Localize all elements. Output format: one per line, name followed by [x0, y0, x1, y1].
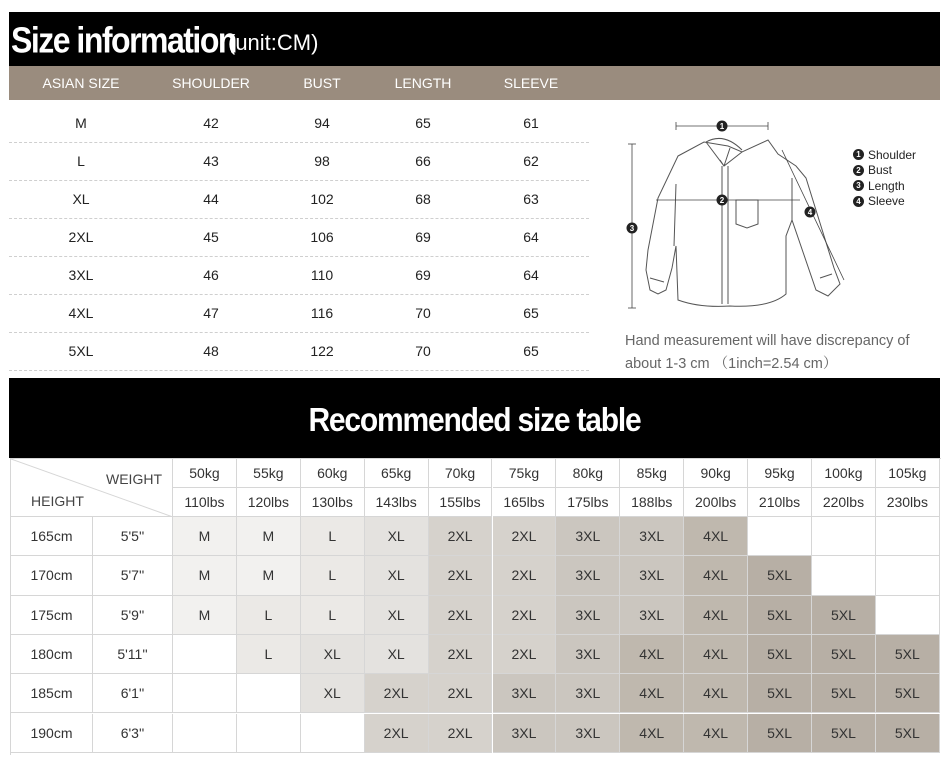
size-recommendation-cell: M [173, 596, 237, 635]
col-bust: BUST [303, 75, 341, 91]
weight-kg-header: 60kg [301, 459, 365, 488]
size-recommendation-cell: XL [365, 517, 429, 556]
size-info-unit: (unit:CM) [228, 30, 319, 55]
size-recommendation-cell: 2XL [493, 517, 557, 556]
height-ft-cell: 5'11'' [93, 635, 173, 674]
size-recommendation-cell: L [237, 635, 301, 674]
col-shoulder: SHOULDER [172, 75, 250, 91]
size-cell-bust: 116 [310, 305, 334, 321]
size-cell-sleeve: 65 [523, 305, 539, 321]
height-cm-cell: 165cm [11, 517, 93, 556]
size-recommendation-cell [812, 556, 876, 595]
weight-lbs-header: 165lbs [493, 488, 557, 517]
size-recommendation-cell [301, 714, 365, 753]
size-recommendation-cell [173, 635, 237, 674]
size-recommendation-cell: 5XL [812, 635, 876, 674]
table-corner [11, 459, 173, 517]
size-recommendation-cell: 2XL [429, 556, 493, 595]
size-row [9, 104, 589, 143]
size-recommendation-cell: XL [365, 596, 429, 635]
size-recommendation-cell: 2XL [429, 674, 493, 713]
size-recommendation-cell: 5XL [812, 674, 876, 713]
size-recommendation-cell: M [237, 517, 301, 556]
size-recommendation-cell: L [237, 596, 301, 635]
size-cell-size: M [75, 115, 87, 131]
weight-lbs-header: 143lbs [365, 488, 429, 517]
size-cell-shoulder: 47 [203, 305, 219, 321]
size-recommendation-cell: 4XL [684, 714, 748, 753]
size-cell-sleeve: 63 [523, 191, 539, 207]
height-cm-cell: 170cm [11, 556, 93, 595]
measurement-note: Hand measurement will have discrepancy of about 1-3 cm （1inch=2.54 cm） [625, 333, 910, 372]
size-recommendation-cell [173, 714, 237, 753]
size-recommendation-cell: 4XL [620, 635, 684, 674]
height-cm-cell: 185cm [11, 674, 93, 713]
size-recommendation-cell [876, 556, 940, 595]
recommended-title: Recommended size table [308, 401, 641, 439]
size-recommendation-cell: 2XL [365, 674, 429, 713]
size-cell-shoulder: 46 [203, 267, 219, 283]
size-row [9, 332, 589, 371]
size-cell-length: 70 [415, 305, 431, 321]
height-cm-cell: 190cm [11, 714, 93, 753]
size-cell-size: 4XL [68, 305, 94, 321]
size-cell-shoulder: 44 [203, 191, 219, 207]
weight-lbs-header: 200lbs [684, 488, 748, 517]
size-recommendation-cell [812, 517, 876, 556]
size-recommendation-cell: L [301, 517, 365, 556]
size-cell-length: 66 [415, 153, 431, 169]
size-cell-bust: 94 [314, 115, 330, 131]
size-row [9, 294, 589, 333]
size-recommendation-cell: 3XL [620, 596, 684, 635]
size-recommendation-cell: 2XL [493, 596, 557, 635]
size-recommendation-cell: 3XL [556, 714, 620, 753]
size-row [9, 142, 589, 181]
weight-kg-header: 65kg [365, 459, 429, 488]
weight-kg-header: 50kg [173, 459, 237, 488]
size-cell-shoulder: 43 [203, 153, 219, 169]
size-cell-bust: 122 [310, 343, 334, 359]
diagram-legend [853, 147, 916, 209]
size-row [9, 256, 589, 295]
size-cell-length: 69 [415, 267, 431, 283]
weight-lbs-header: 230lbs [876, 488, 940, 517]
height-ft-cell: 5'9'' [93, 596, 173, 635]
weight-lbs-header: 188lbs [620, 488, 684, 517]
size-recommendation-cell: 5XL [748, 674, 812, 713]
size-cell-length: 69 [415, 229, 431, 245]
size-recommendation-cell: 2XL [429, 517, 493, 556]
col-asian-size: ASIAN SIZE [42, 75, 120, 91]
recommended-size-table [10, 458, 941, 755]
size-recommendation-cell: 4XL [684, 674, 748, 713]
size-recommendation-cell: 3XL [556, 517, 620, 556]
legend-shoulder: 1 Shoulder [853, 147, 916, 163]
size-recommendation-cell: 3XL [493, 714, 557, 753]
size-recommendation-cell: 3XL [620, 556, 684, 595]
size-recommendation-cell: 5XL [748, 556, 812, 595]
weight-kg-header: 75kg [493, 459, 557, 488]
height-cm-cell: 180cm [11, 635, 93, 674]
size-recommendation-cell: 5XL [812, 596, 876, 635]
size-recommendation-cell: 2XL [493, 556, 557, 595]
shirt-measure-diagram [620, 118, 850, 318]
size-recommendation-cell: 4XL [684, 635, 748, 674]
size-recommendation-cell: 3XL [493, 674, 557, 713]
size-recommendation-cell: 5XL [876, 635, 940, 674]
height-ft-cell: 6'1'' [93, 674, 173, 713]
size-cell-shoulder: 45 [203, 229, 219, 245]
size-recommendation-cell [237, 674, 301, 713]
size-recommendation-cell: XL [301, 674, 365, 713]
size-recommendation-cell: L [301, 556, 365, 595]
size-cell-length: 68 [415, 191, 431, 207]
height-ft-cell: 5'5'' [93, 517, 173, 556]
size-recommendation-cell: 3XL [556, 635, 620, 674]
size-recommendation-cell: M [237, 556, 301, 595]
size-recommendation-cell: M [173, 517, 237, 556]
weight-lbs-header: 130lbs [301, 488, 365, 517]
col-length: LENGTH [394, 75, 452, 91]
size-cell-shoulder: 48 [203, 343, 219, 359]
legend-length: 3 Length [853, 178, 916, 194]
size-cell-bust: 98 [314, 153, 330, 169]
size-recommendation-cell: 5XL [748, 596, 812, 635]
weight-kg-header: 90kg [684, 459, 748, 488]
weight-lbs-header: 155lbs [429, 488, 493, 517]
weight-lbs-header: 220lbs [812, 488, 876, 517]
weight-kg-header: 80kg [556, 459, 620, 488]
size-recommendation-cell: M [173, 556, 237, 595]
size-info-title: Size information [11, 20, 236, 61]
size-recommendation-cell: XL [301, 635, 365, 674]
size-cell-size: L [77, 153, 85, 169]
size-recommendation-cell: 2XL [365, 714, 429, 753]
size-recommendation-cell: 4XL [620, 714, 684, 753]
size-row [9, 180, 589, 219]
weight-lbs-header: 175lbs [556, 488, 620, 517]
weight-lbs-header: 110lbs [173, 488, 237, 517]
size-recommendation-cell: 5XL [748, 635, 812, 674]
size-cell-length: 65 [415, 115, 431, 131]
marker-2-text: 2 [719, 196, 725, 205]
size-recommendation-cell: 2XL [429, 596, 493, 635]
marker-1-text: 1 [719, 122, 725, 131]
size-row [9, 218, 589, 257]
size-info-header [9, 12, 940, 66]
size-cell-shoulder: 42 [203, 115, 219, 131]
size-recommendation-cell: 5XL [876, 714, 940, 753]
size-recommendation-cell: 4XL [684, 556, 748, 595]
height-ft-cell: 6'3'' [93, 714, 173, 753]
legend-sleeve: 4 Sleeve [853, 194, 916, 210]
size-recommendation-cell: 3XL [556, 556, 620, 595]
weight-kg-header: 85kg [620, 459, 684, 488]
weight-label: WEIGHT [106, 471, 162, 487]
size-cell-size: 2XL [68, 229, 94, 245]
legend-bust: 2 Bust [853, 163, 916, 179]
weight-kg-header: 55kg [237, 459, 301, 488]
size-recommendation-cell: 2XL [493, 635, 557, 674]
size-cell-size: XL [72, 191, 90, 207]
height-cm-cell: 175cm [11, 596, 93, 635]
size-columns-header [9, 66, 940, 100]
size-recommendation-cell: 5XL [876, 674, 940, 713]
marker-3-text: 3 [629, 224, 635, 233]
size-cell-size: 5XL [68, 343, 94, 359]
size-recommendation-cell: L [301, 596, 365, 635]
marker-4-text: 4 [807, 208, 813, 217]
size-cell-sleeve: 64 [523, 229, 539, 245]
weight-kg-header: 95kg [748, 459, 812, 488]
recommended-header [9, 378, 940, 458]
size-recommendation-cell: 3XL [556, 674, 620, 713]
size-recommendation-cell [237, 714, 301, 753]
size-cell-size: 3XL [68, 267, 94, 283]
weight-lbs-header: 120lbs [237, 488, 301, 517]
weight-lbs-header: 210lbs [748, 488, 812, 517]
size-cell-length: 70 [415, 343, 431, 359]
size-cell-sleeve: 65 [523, 343, 539, 359]
size-cell-bust: 102 [310, 191, 334, 207]
size-recommendation-cell: 2XL [429, 635, 493, 674]
size-recommendation-cell: XL [365, 635, 429, 674]
size-recommendation-cell: 4XL [620, 674, 684, 713]
size-cell-sleeve: 64 [523, 267, 539, 283]
size-recommendation-cell: 4XL [684, 517, 748, 556]
weight-kg-header: 70kg [429, 459, 493, 488]
weight-kg-header: 100kg [812, 459, 876, 488]
size-recommendation-cell: 4XL [684, 596, 748, 635]
size-recommendation-cell: 3XL [620, 517, 684, 556]
size-recommendation-cell [748, 517, 812, 556]
size-cell-sleeve: 61 [523, 115, 539, 131]
size-recommendation-cell [876, 596, 940, 635]
size-cell-bust: 110 [310, 267, 334, 283]
size-cell-bust: 106 [310, 229, 334, 245]
size-recommendation-cell [173, 674, 237, 713]
size-recommendation-cell: 5XL [812, 714, 876, 753]
size-recommendation-cell: 5XL [748, 714, 812, 753]
weight-kg-header: 105kg [876, 459, 940, 488]
height-ft-cell: 5'7'' [93, 556, 173, 595]
col-sleeve: SLEEVE [503, 75, 559, 91]
size-recommendation-cell: XL [365, 556, 429, 595]
size-recommendation-cell: 3XL [556, 596, 620, 635]
height-label: HEIGHT [31, 493, 84, 509]
size-cell-sleeve: 62 [523, 153, 539, 169]
size-recommendation-cell [876, 517, 940, 556]
size-recommendation-cell: 2XL [429, 714, 493, 753]
